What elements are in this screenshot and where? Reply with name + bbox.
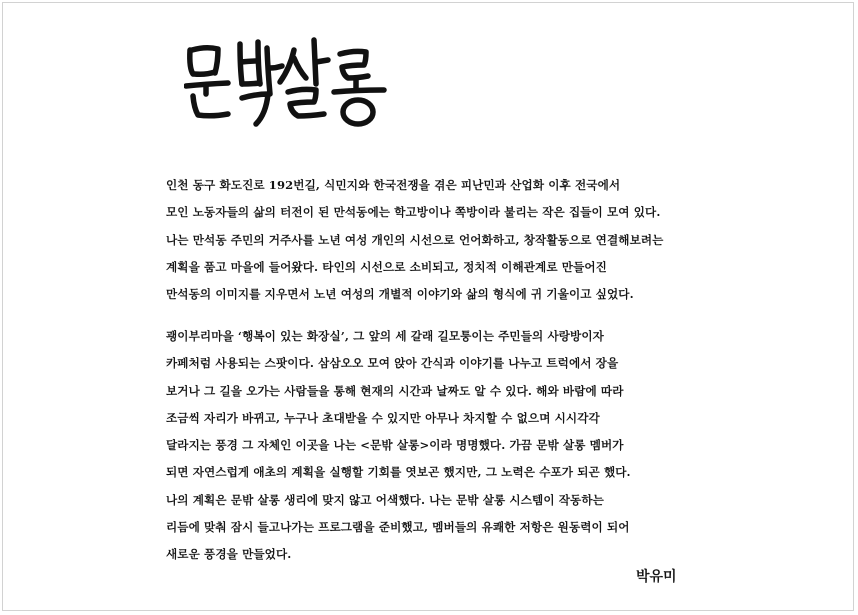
paragraph-line: 나의 계획은 문밖 살롱 생리에 맞지 않고 어색했다. 나는 문밖 살롱 시스템이 작동하는 bbox=[166, 492, 604, 507]
paragraph-line: 계획을 품고 마을에 들어왔다. 타인의 시선으로 소비되고, 정치적 이해관계로 만들어진 bbox=[166, 259, 607, 274]
paragraph-line: 달라지는 풍경 그 자체인 이곳을 나는 <문밖 살롱>이라 명명했다. 가끔 문밖 살롱 멤버가 bbox=[166, 438, 624, 453]
paragraph-line: 조금씩 자리가 바뀌고, 누구나 초대받을 수 있지만 아무나 차지할 수 없으며 시시각각 bbox=[166, 410, 600, 425]
handwritten-title-logo bbox=[184, 28, 394, 138]
paragraph-line: 보거나 그 길을 오가는 사람들을 통해 현재의 시간과 날짜도 알 수 있다. 해와 바람에 따라 bbox=[166, 383, 624, 398]
author-name: 박유미 bbox=[636, 569, 677, 585]
paragraph-line: 인천 동구 화도진로 192번길, 식민지와 한국전쟁을 겪은 피난민과 산업화 이후 전국에서 bbox=[166, 178, 621, 192]
paragraph-line: 리듬에 맞춰 잠시 들고나가는 프로그램을 준비했고, 멤버들의 유쾌한 저항은 원동력이 되어 bbox=[166, 520, 630, 535]
paragraph-line: 만석동의 이미지를 지우면서 노년 여성의 개별적 이야기와 삶의 형식에 귀 기울이고 싶었다. bbox=[166, 287, 634, 302]
paragraph-line: 모인 노동자들의 삶의 터전이 된 만석동에는 학고방이나 쪽방이라 불리는 작은 집들이 모여 있다. bbox=[166, 205, 661, 220]
paragraph-line: 되면 자연스럽게 애초의 계획을 실행할 기회를 엿보곤 했지만, 그 노력은 수포가 되곤 했다. bbox=[166, 465, 631, 480]
paragraph-line: 새로운 풍경을 만들었다. bbox=[166, 547, 292, 562]
body-paragraph bbox=[166, 323, 706, 569]
paragraph-line: 괭이부리마을 ‘행복이 있는 화장실’, 그 앞의 세 갈래 길모퉁이는 주민들의 사랑방이자 bbox=[166, 329, 604, 343]
intro-paragraph bbox=[166, 172, 706, 308]
paragraph-line: 나는 만석동 주민의 거주사를 노년 여성 개인의 시선으로 언어화하고, 창작활동으로 연결해보려는 bbox=[166, 232, 664, 247]
paragraph-line: 카페처럼 사용되는 스팟이다. 삼삼오오 모여 앉아 간식과 이야기를 나누고 트럭에서 장을 bbox=[166, 356, 619, 371]
